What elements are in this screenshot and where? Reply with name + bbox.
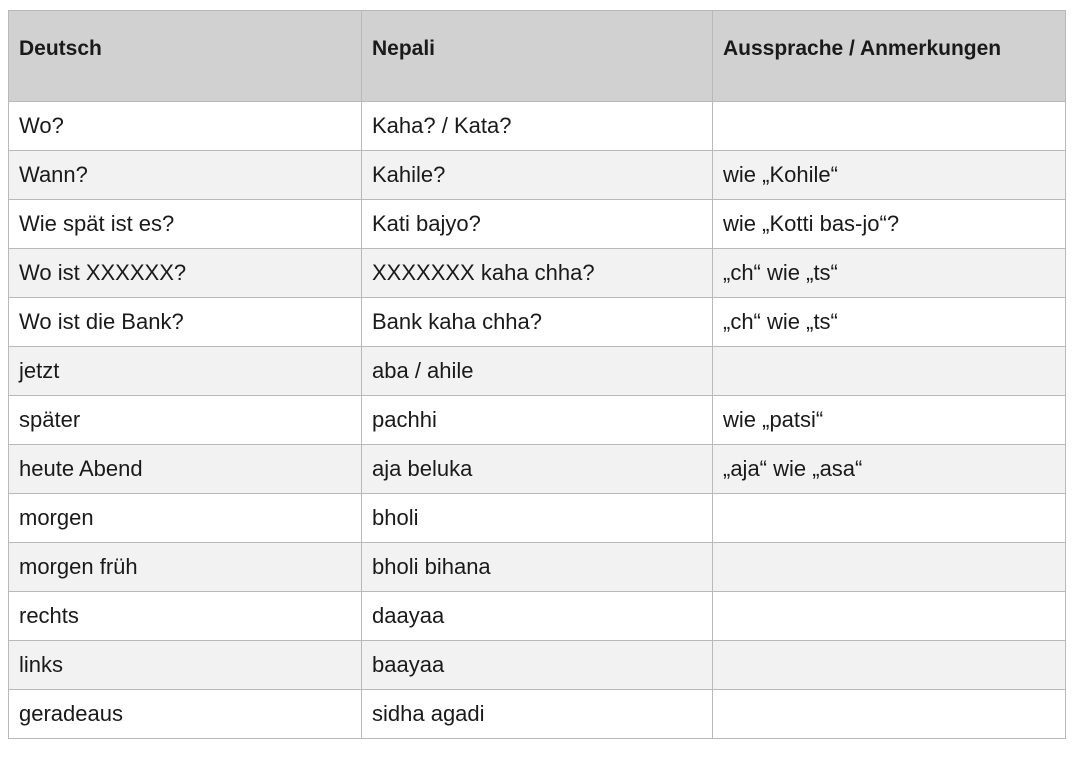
table-row xyxy=(9,396,1066,445)
cell-aussprache: wie „Kotti bas-jo“? xyxy=(713,200,1066,249)
cell-nepali: aja beluka xyxy=(362,445,713,494)
cell-nepali: baayaa xyxy=(362,641,713,690)
cell-nepali: bholi xyxy=(362,494,713,543)
cell-deutsch: Wie spät ist es? xyxy=(9,200,362,249)
cell-deutsch: Wo? xyxy=(9,102,362,151)
cell-aussprache: „ch“ wie „ts“ xyxy=(713,249,1066,298)
cell-deutsch: links xyxy=(9,641,362,690)
cell-deutsch: heute Abend xyxy=(9,445,362,494)
header-nepali: Nepali xyxy=(362,11,713,102)
table-row xyxy=(9,641,1066,690)
cell-deutsch: geradeaus xyxy=(9,690,362,739)
cell-deutsch: morgen xyxy=(9,494,362,543)
cell-aussprache xyxy=(713,102,1066,151)
cell-nepali: Kaha? / Kata? xyxy=(362,102,713,151)
table-row xyxy=(9,151,1066,200)
cell-nepali: Kati bajyo? xyxy=(362,200,713,249)
header-aussprache: Aussprache / Anmerkungen xyxy=(713,11,1066,102)
cell-nepali: Kahile? xyxy=(362,151,713,200)
cell-aussprache: „aja“ wie „asa“ xyxy=(713,445,1066,494)
table-row xyxy=(9,494,1066,543)
cell-deutsch: Wann? xyxy=(9,151,362,200)
cell-aussprache xyxy=(713,494,1066,543)
header-deutsch: Deutsch xyxy=(9,11,362,102)
table-body xyxy=(9,102,1066,739)
cell-aussprache xyxy=(713,641,1066,690)
cell-nepali: sidha agadi xyxy=(362,690,713,739)
table-row xyxy=(9,298,1066,347)
cell-aussprache xyxy=(713,347,1066,396)
table-row xyxy=(9,200,1066,249)
table-row xyxy=(9,690,1066,739)
cell-deutsch: jetzt xyxy=(9,347,362,396)
cell-deutsch: Wo ist XXXXXX? xyxy=(9,249,362,298)
table-row xyxy=(9,347,1066,396)
table-row xyxy=(9,445,1066,494)
cell-aussprache xyxy=(713,592,1066,641)
cell-nepali: pachhi xyxy=(362,396,713,445)
cell-aussprache: wie „patsi“ xyxy=(713,396,1066,445)
cell-deutsch: rechts xyxy=(9,592,362,641)
header-row xyxy=(9,11,1066,102)
table-row xyxy=(9,102,1066,151)
cell-nepali: Bank kaha chha? xyxy=(362,298,713,347)
cell-deutsch: morgen früh xyxy=(9,543,362,592)
cell-nepali: bholi bihana xyxy=(362,543,713,592)
table-header xyxy=(9,11,1066,102)
cell-deutsch: Wo ist die Bank? xyxy=(9,298,362,347)
cell-nepali: daayaa xyxy=(362,592,713,641)
cell-nepali: XXXXXXX kaha chha? xyxy=(362,249,713,298)
table-row xyxy=(9,592,1066,641)
cell-deutsch: später xyxy=(9,396,362,445)
cell-aussprache xyxy=(713,690,1066,739)
cell-nepali: aba / ahile xyxy=(362,347,713,396)
phrase-table xyxy=(8,10,1066,739)
cell-aussprache xyxy=(713,543,1066,592)
cell-aussprache: wie „Kohile“ xyxy=(713,151,1066,200)
cell-aussprache: „ch“ wie „ts“ xyxy=(713,298,1066,347)
table-row xyxy=(9,249,1066,298)
table-row xyxy=(9,543,1066,592)
